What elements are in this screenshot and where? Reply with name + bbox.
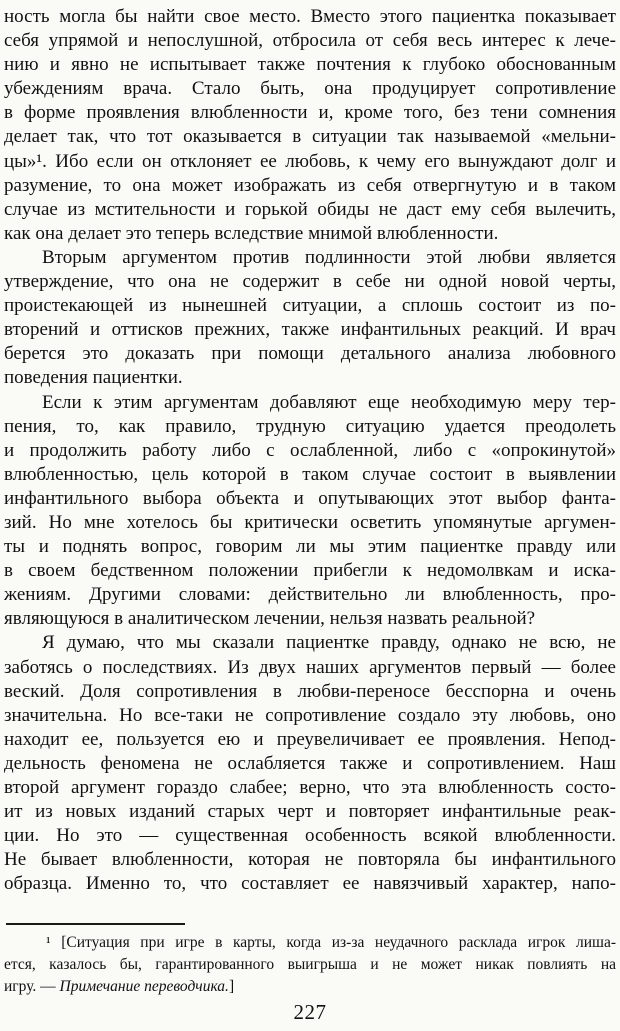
text-segment: берется это доказать при помощи детального анализа любовного (4, 343, 616, 365)
text-segment: убеждениям врача. Стало быть, она продуцирует сопротивление (4, 78, 616, 100)
text-line (4, 391, 616, 415)
text-segment: в своем бедственном положении прибегли к недомолвкам и иска- (4, 560, 616, 582)
text-segment: жениям. Другими словами: действительно ли влюбленность, про- (4, 584, 616, 606)
text-line (4, 270, 616, 294)
text-segment: и продолжить работу либо с ослабленной, либо с «опрокинутой» (4, 439, 616, 461)
paragraph (4, 5, 616, 246)
text-line (4, 29, 616, 53)
paragraph (4, 391, 616, 632)
text-segment: зий. Но мне хотелось бы критически осветить упомянутые аргумен- (4, 511, 616, 533)
text-line (4, 318, 616, 342)
text-segment: Не бывает влюбленности, которая не повторяла бы инфантильного (4, 849, 616, 871)
text-segment: ется, казалось бы, гарантированного выигрыша и не может никак повлиять на (4, 955, 616, 973)
paragraph (4, 246, 616, 391)
text-line (4, 511, 616, 535)
text-segment: являющуюся в аналитическом лечении, нельзя назвать реальной? (4, 608, 536, 630)
text-segment: разумение, то она может изображать из себя отвергнутую и в таком (4, 174, 616, 196)
text-line (4, 342, 616, 366)
text-line (4, 150, 616, 174)
text-line (4, 976, 616, 998)
text-segment: проистекающей из нынешней ситуации, а сплошь состоит из по- (4, 295, 616, 317)
text-line (4, 704, 616, 728)
text-segment: ты и поднять вопрос, говорим ли мы этим пациентке правду или (4, 536, 616, 558)
text-line (4, 728, 616, 752)
footnote-separator (6, 923, 185, 925)
text-line (4, 174, 616, 198)
text-segment: цы»¹. Ибо если он отклоняет ее любовь, к чему его вынуждают долг и (4, 150, 616, 172)
text-line (4, 607, 616, 631)
text-segment: Я думаю, что мы сказали пациентке правду, однако не всю, не (42, 632, 616, 654)
text-line (4, 198, 616, 222)
text-segment: Если к этим аргументам добавляют еще необходимую меру тер- (42, 391, 616, 413)
text-segment: пения, то, как правило, трудную ситуацию удается преодолеть (4, 415, 616, 437)
text-line (4, 583, 616, 607)
text-segment: влюбленностью, цель которой в таком случае состоит в выявлении (4, 463, 616, 485)
text-segment: случае из мстительности и горькой обиды не даст ему себя вылечить, (4, 198, 616, 220)
text-line (4, 776, 616, 800)
text-line (4, 800, 616, 824)
text-line (4, 222, 616, 246)
text-segment: дельность феномена не ослабляется также и сопротивлением. Наш (4, 752, 616, 774)
footnote (4, 932, 616, 997)
text-segment: Вторым аргументом против подлинности этой любви является (42, 246, 616, 268)
text-segment: утверждение, что она не содержит в себе ни одной новой черты, (4, 271, 616, 293)
text-segment: веский. Доля сопротивления в любви-переносе бесспорна и очень (4, 680, 616, 702)
text-line (4, 53, 616, 77)
text-segment: второй аргумент гораздо слабее; верно, что эта влюбленность состо- (4, 777, 616, 798)
text-line (4, 872, 616, 896)
text-segment: поведения пациентки. (4, 367, 183, 389)
text-segment: находит ее, пользуется ею и преувеличивает ее проявления. Непод- (4, 728, 616, 750)
text-segment: заботясь о последствиях. Из двух наших аргументов первый — более (4, 656, 616, 678)
text-segment: вторений и оттисков прежних, также инфантильных реакций. И врач (4, 319, 616, 341)
text-line (4, 631, 616, 655)
text-line (4, 824, 616, 848)
text-segment: ¹ [Ситуация при игре в карты, когда из-за неудачного расклада игрок лиша- (46, 934, 616, 951)
text-segment: в форме проявления влюбленности и, кроме того, без тени сомнения (4, 102, 616, 124)
text-line (4, 77, 616, 101)
text-segment: образца. Именно то, что составляет ее навязчивый характер, напо- (4, 873, 616, 895)
text-line (4, 463, 616, 487)
text-line (4, 415, 616, 439)
text-line (4, 294, 616, 318)
text-segment: ] (228, 977, 235, 995)
italic-text: Примечание переводчика. (59, 977, 229, 995)
text-line (4, 752, 616, 776)
text-line (4, 487, 616, 511)
text-segment: ции. Но это — существенная особенность всякой влюбленности. (4, 825, 616, 847)
text-line (4, 559, 616, 583)
text-line (4, 848, 616, 872)
text-line (4, 656, 616, 680)
paragraph (4, 631, 616, 896)
text-line (4, 101, 616, 125)
text-line (4, 5, 616, 29)
body-text (4, 5, 616, 896)
text-line (4, 439, 616, 463)
text-segment: ит из новых изданий старых черт и повторяет инфантильные реак- (4, 801, 616, 823)
text-line (4, 246, 616, 270)
text-segment: значительна. Но все-таки не сопротивление создало эту любовь, оно (4, 704, 616, 726)
text-line (4, 125, 616, 149)
text-line (4, 366, 616, 390)
text-segment: ность могла бы найти свое место. Вместо этого пациентка показывает (4, 6, 616, 27)
text-line (4, 954, 616, 976)
text-line (4, 680, 616, 704)
text-segment: как она делает это теперь вследствие мнимой влюбленности. (4, 222, 499, 244)
text-segment: игру. — (4, 977, 60, 995)
text-line (4, 535, 616, 559)
text-segment: делает так, что тот оказывается в ситуации так называемой «мельни- (4, 126, 616, 148)
page-number: 227 (293, 1000, 327, 1024)
text-segment: инфантильного выбора объекта и опутывающих этот выбор фанта- (4, 487, 616, 509)
text-segment: нию и явно не испытывает также почтения к глубоко обоснованным (4, 54, 616, 76)
text-line (4, 932, 616, 954)
text-segment: себя упрямой и непослушной, отбросила от себя весь интерес к лече- (4, 30, 616, 52)
